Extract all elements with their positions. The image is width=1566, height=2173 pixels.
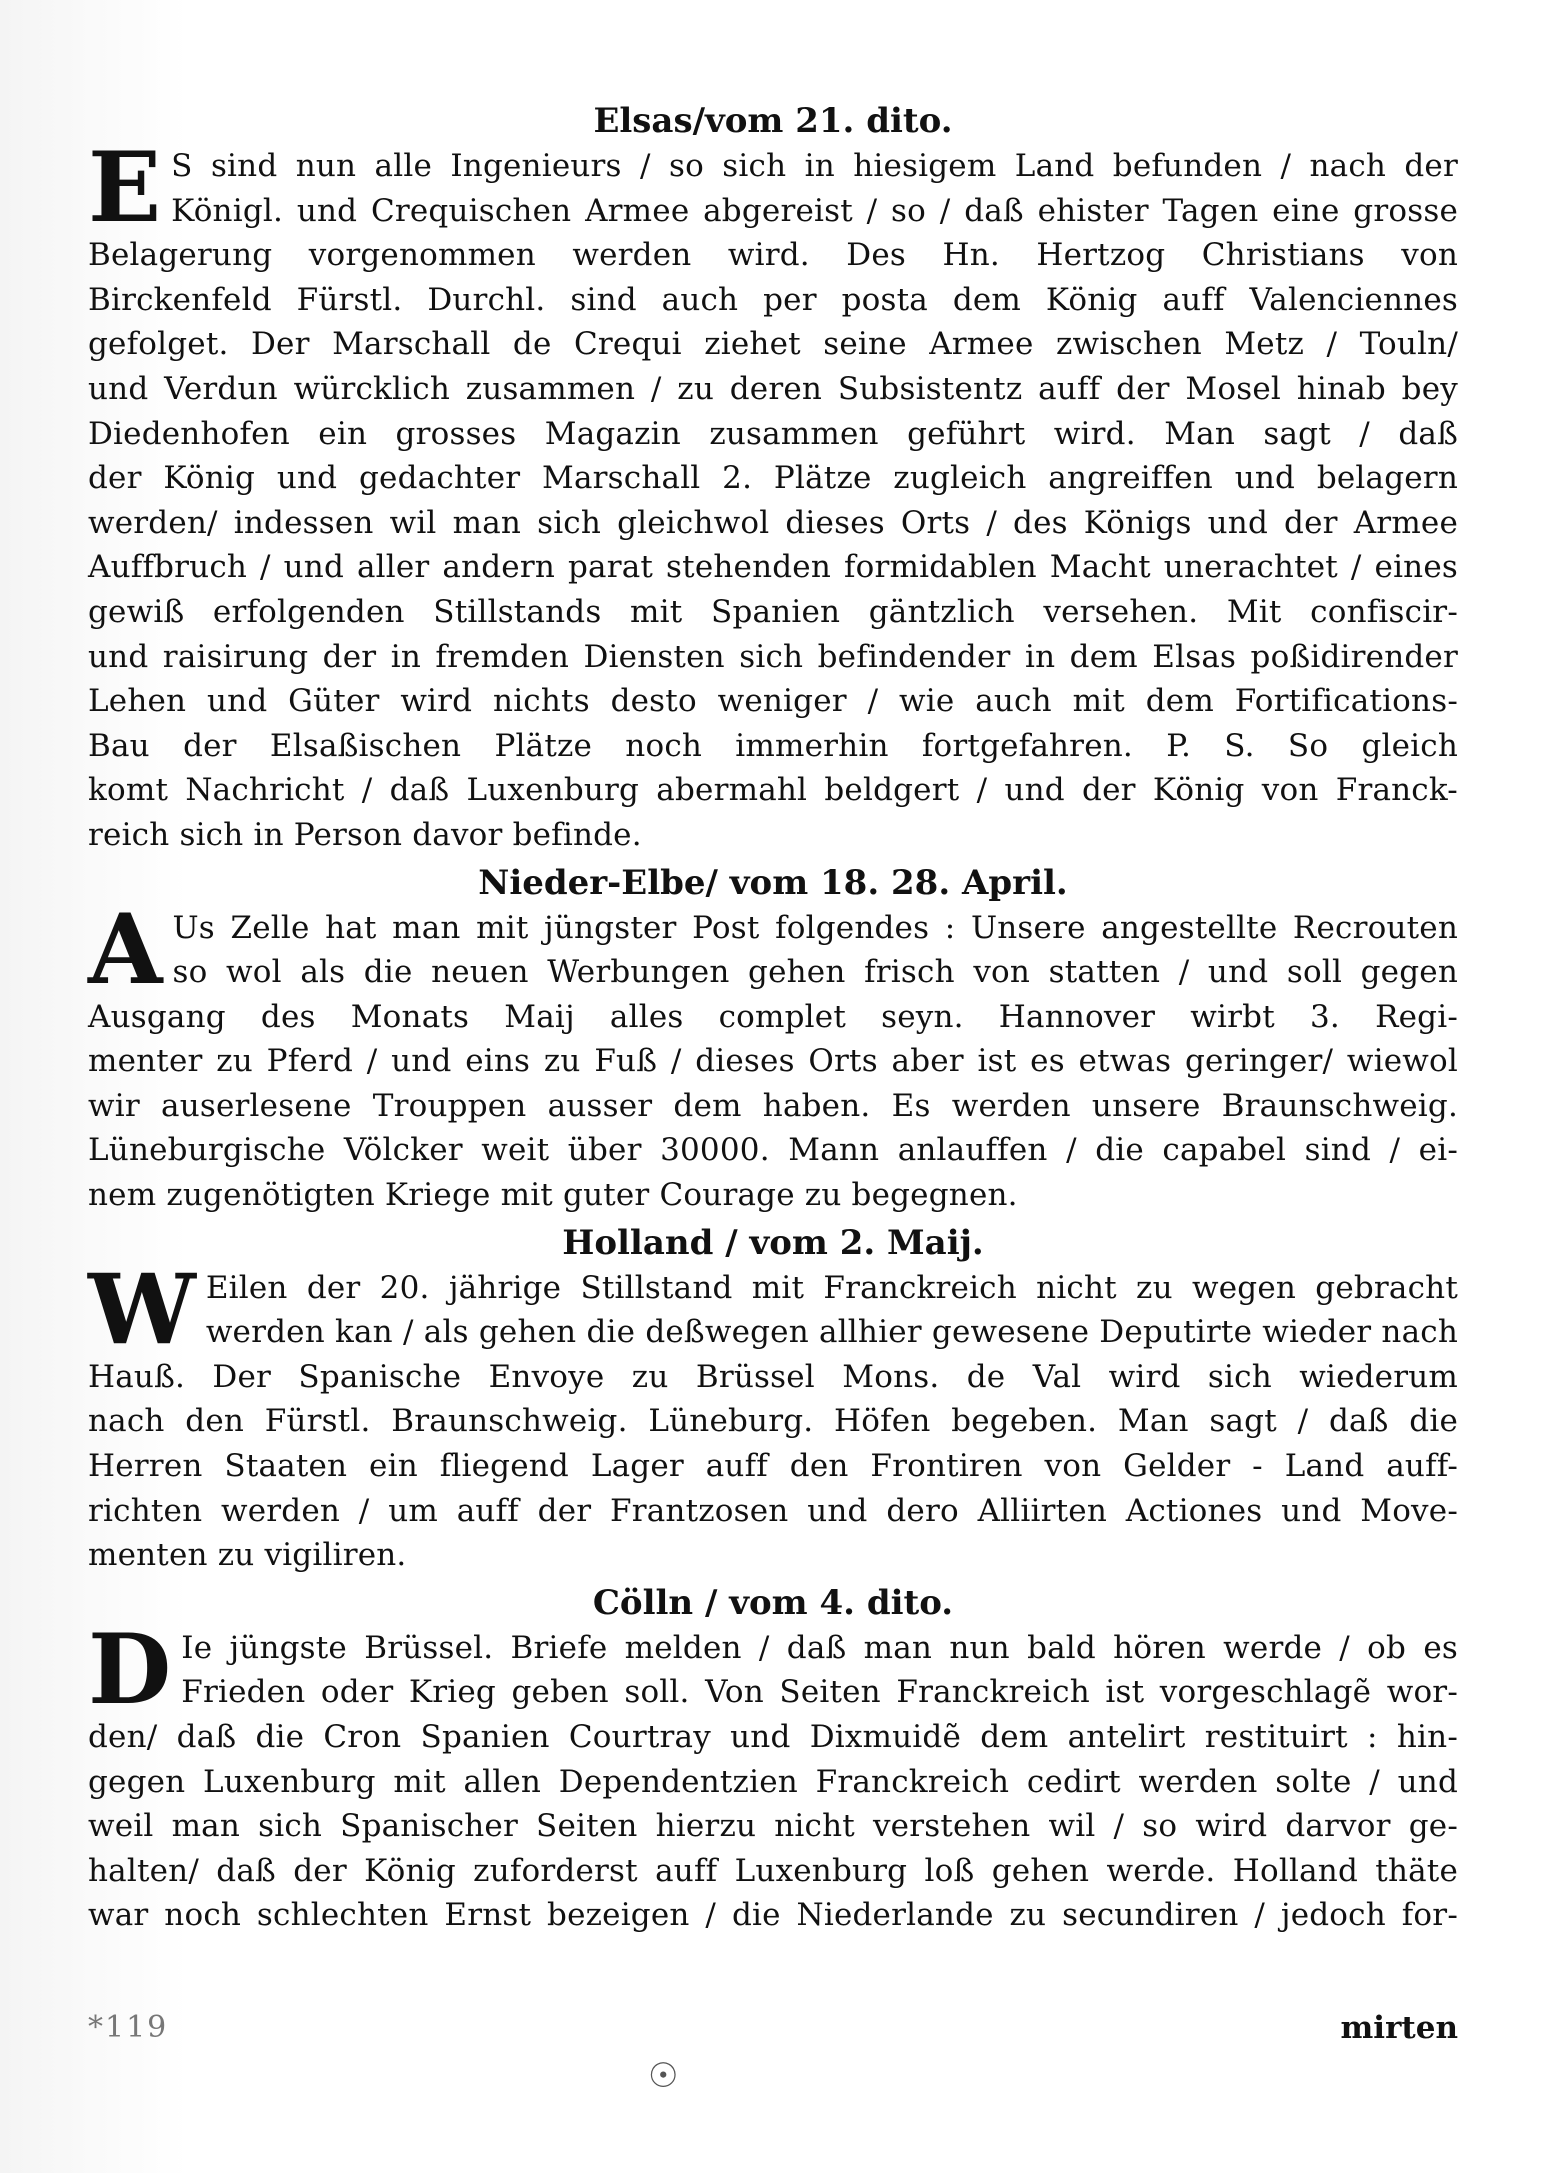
text-line: gewiß erfolgenden Stillstands mit Spanien gäntzlich versehen. Mit confiscir- <box>88 593 1458 630</box>
ornament-icon: ☉ <box>648 2056 679 2096</box>
text-line: werden/ indessen wil man sich gleichwol dieses Orts / des Königs und der Armee <box>88 504 1458 541</box>
section-heading-elsas: Elsas/vom 21. dito. <box>593 101 953 141</box>
section-heading-nieder-elbe: Nieder-Elbe/ vom 18. 28. April. <box>478 862 1068 903</box>
drop-cap-initial: A <box>88 892 163 1006</box>
text-line: war noch schlechten Ernst bezeigen / die Niederlande zu secundiren / jedoch for- <box>88 1897 1458 1934</box>
text-line: werden kan / als gehen die deßwegen allhier gewesene Deputirte wieder nach <box>205 1314 1458 1351</box>
text-line: weil man sich Spanischer Seiten hierzu nicht verstehen wil / so wird darvor ge- <box>88 1808 1458 1845</box>
text-line: so wol als die neuen Werbungen gehen frisch von statten / und soll gegen <box>172 954 1458 991</box>
drop-cap-initial: D <box>88 1612 172 1726</box>
text-line: Herren Staaten ein fliegend Lager auff den Frontiren von Gelder - Land auff- <box>88 1448 1458 1485</box>
text-line: Bau der Elsaßischen Plätze noch immerhin fortgefahren. P. S. So gleich <box>88 727 1458 764</box>
section-body-coelln <box>88 1612 1458 1938</box>
text-line: gegen Luxenburg mit allen Dependentzien Franckreich cedirt werden solte / und <box>88 1763 1458 1800</box>
text-line: nem zugenötigten Kriege mit guter Courage zu begegnen. <box>88 1177 1018 1214</box>
text-line: Ie jüngste Brüssel. Briefe melden / daß man nun bald hören werde / ob es <box>181 1629 1458 1666</box>
text-line: Frieden oder Krieg geben soll. Von Seiten Franckreich ist vorgeschlagẽ wor- <box>181 1674 1458 1711</box>
text-line: Königl. und Crequischen Armee abgereist / so / daß ehister Tagen eine grosse <box>171 192 1458 229</box>
text-line: Lüneburgische Völcker weit über 30000. Mann anlauffen / die capabel sind / ei- <box>88 1132 1458 1169</box>
text-line: und raisirung der in fremden Diensten sich befindender in dem Elsas poßidirender <box>88 638 1458 675</box>
text-line: menter zu Pferd / und eins zu Fuß / dieses Orts aber ist es etwas geringer/ wiewol <box>88 1043 1458 1080</box>
drop-cap-initial: E <box>88 131 162 244</box>
page-footer <box>88 2010 1458 2096</box>
text-line: gefolget. Der Marschall de Crequi ziehet seine Armee zwischen Metz / Touln/ <box>88 326 1458 363</box>
catchword: mirten <box>1340 2010 1458 2046</box>
text-line: Hauß. Der Spanische Envoye zu Brüssel Mons. de Val wird sich wiederum <box>88 1358 1458 1395</box>
text-line: halten/ daß der König zuforderst auff Luxenburg loß gehen werde. Holland thäte <box>88 1852 1458 1889</box>
text-line: komt Nachricht / daß Luxenburg abermahl beldgert / und der König von Franck- <box>88 772 1458 809</box>
text-line: Birckenfeld Fürstl. Durchl. sind auch per posta dem König auff Valenciennes <box>88 281 1458 318</box>
text-line: Eilen der 20. jährige Stillstand mit Franckreich nicht zu wegen gebracht <box>205 1269 1458 1306</box>
text-line: menten zu vigiliren. <box>88 1537 407 1574</box>
section-body-holland <box>88 1252 1458 1578</box>
text-line: Auffbruch / und aller andern parat stehenden formidablen Macht unerachtet / eines <box>88 549 1458 586</box>
text-line: Lehen und Güter wird nichts desto weniger / wie auch mit dem Fortifications- <box>88 683 1458 720</box>
text-line: Diedenhofen ein grosses Magazin zusammen geführt wird. Man sagt / daß <box>88 415 1458 452</box>
text-line: S sind nun alle Ingenieurs / so sich in hiesigem Land befunden / nach der <box>171 148 1458 184</box>
text-line: Ausgang des Monats Maij alles complet seyn. Hannover wirbt 3. Regi- <box>88 998 1458 1035</box>
page-number: *119 <box>88 2010 169 2045</box>
text-line: den/ daß die Cron Spanien Courtray und Dixmuidẽ dem antelirt restituirt : hin- <box>88 1719 1458 1755</box>
text-line: Us Zelle hat man mit jüngster Post folgendes : Unsere angestellte Recrouten <box>172 909 1458 946</box>
section-heading-holland: Holland / vom 2. Maij. <box>562 1222 984 1263</box>
text-line: Belagerung vorgenommen werden wird. Des Hn. Hertzog Christians von <box>88 237 1458 274</box>
section-heading-coelln: Cölln / vom 4. dito. <box>592 1582 954 1623</box>
text-line: richten werden / um auff der Frantzosen und dero Alliirten Actiones und Move- <box>88 1492 1458 1529</box>
section-body-elsas <box>88 131 1458 858</box>
text-line: und Verdun würcklich zusammen / zu deren Subsistentz auff der Mosel hinab bey <box>88 370 1458 407</box>
text-line: reich sich in Person davor befinde. <box>88 816 642 853</box>
text-line: wir auserlesene Trouppen ausser dem haben. Es werden unsere Braunschweig. <box>88 1087 1458 1124</box>
drop-cap-initial: W <box>88 1252 196 1366</box>
section-body-nieder-elbe <box>88 892 1458 1218</box>
text-line: nach den Fürstl. Braunschweig. Lüneburg. Höfen begeben. Man sagt / daß die <box>88 1403 1458 1440</box>
text-block <box>88 98 1458 1940</box>
text-line: der König und gedachter Marschall 2. Plätze zugleich angreiffen und belagern <box>88 460 1458 497</box>
